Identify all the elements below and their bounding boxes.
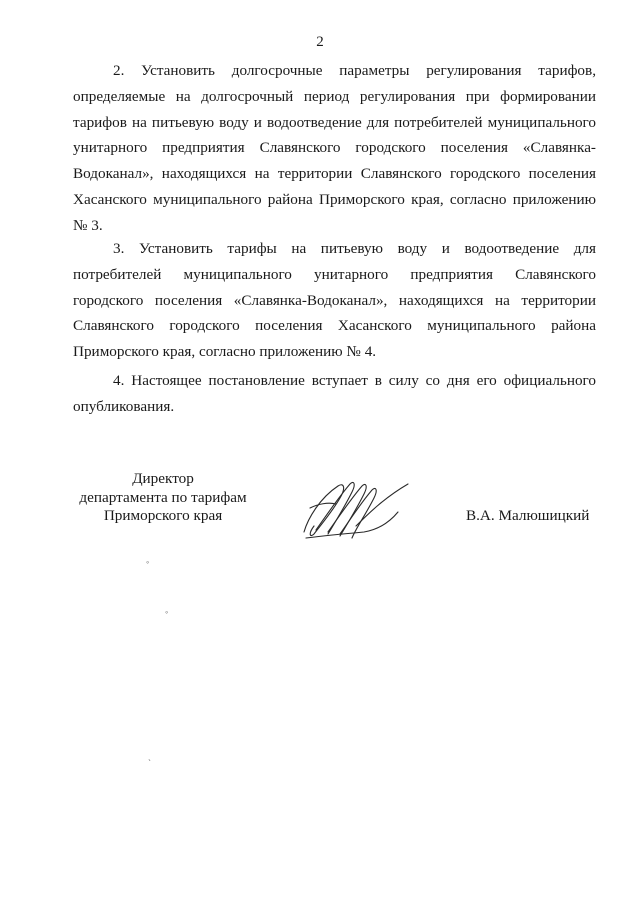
signatory-title-line-2: департамента по тарифам bbox=[79, 488, 247, 506]
scan-speck: ◦ bbox=[146, 557, 150, 567]
signatory-title bbox=[68, 470, 258, 526]
paragraph-4: 4. Настоящее постановление вступает в силу со дня его официального опубликования. bbox=[73, 372, 596, 415]
handwritten-signature bbox=[298, 468, 418, 546]
signatory-title-line-1: Директор bbox=[132, 470, 194, 487]
signatory-name: В.А. Малюшицкий bbox=[466, 507, 590, 524]
paragraph-2: 2. Установить долгосрочные параметры регулирования тарифов, определяемые на долгосрочный период регулирования при формировании тарифов на питьевую воду и водоотведение для потребителей муниципального унитарного предприятия Славянского городского поселения «Славянка-Водоканал», находящихся на территории Славянского городского поселения Хасанского муниципального района Приморского края, согласно приложению № 3. bbox=[73, 62, 596, 234]
scan-speck: ˏ bbox=[148, 751, 151, 761]
signatory-title-line-3: Приморского края bbox=[103, 507, 223, 524]
paragraph-3: 3. Установить тарифы на питьевую воду и водоотведение для потребителей муниципального унитарного предприятия Славянского городского поселения «Славянка-Водоканал», находящихся на территории Славянского городского поселения Хасанского муниципального района Приморского края, согласно приложению № 4. bbox=[73, 240, 596, 361]
page-number: 2 bbox=[316, 34, 324, 50]
scan-speck: ◦ bbox=[165, 607, 169, 617]
